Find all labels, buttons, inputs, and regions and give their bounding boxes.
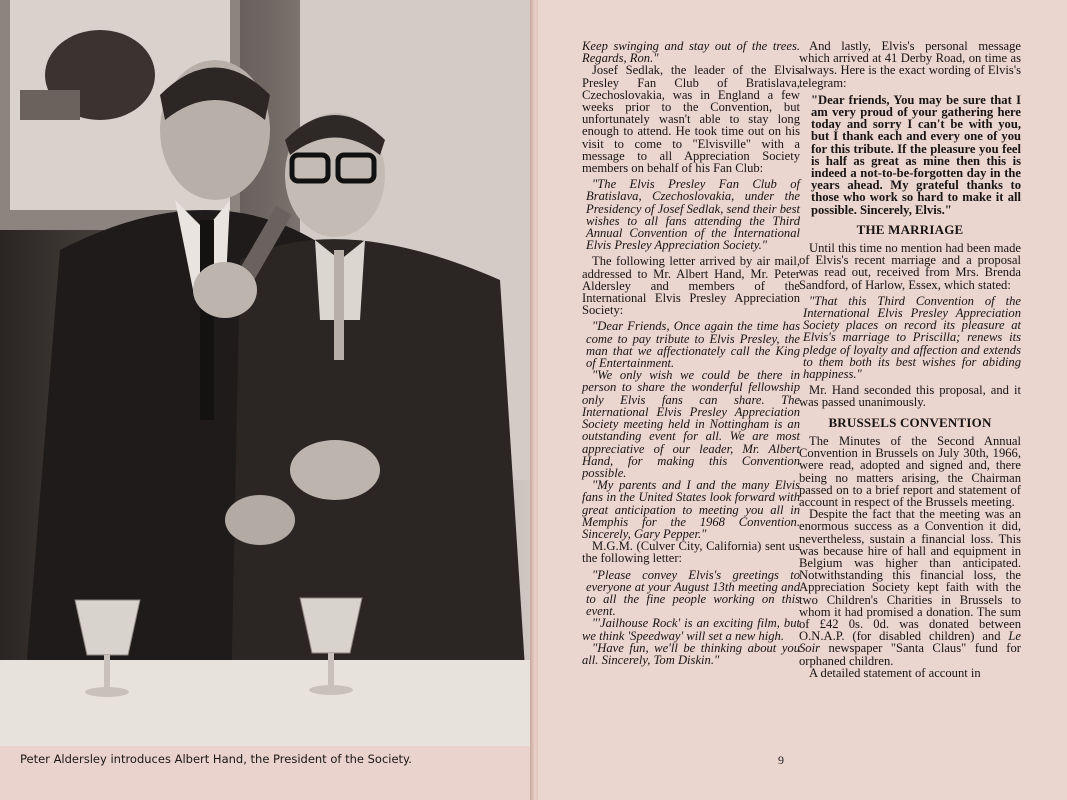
text-run: Despite the fact that the meeting was an enormous success as a Convention it did, nevertheless, sustain a financial loss. This was because hire of hall and equipment in Belgium was higher than anticipated. Notwithstanding this financial loss, the Appreciation Society kept faith with the two Children's Charities in Brussels to whom it had promised a donation. The sum of £42 0s. 0d. was donated between O.N.A.P. (for disabled children) and [799,507,1021,644]
text-column-1 [582,40,800,666]
photo-illustration [0,0,532,746]
telegram-quote: "Dear friends, You may be sure that I am very proud of your gathering here today and sorry I can't be with you, but I thank each and every one of you for this tribute. If the pleasure you feel is half as great as mine then this is indeed a not-to-be-forgotten day in the years ahead. My grateful thanks to those who work so hard to make it all possible. Sincerely, Elvis." [811,92,1021,217]
paragraph [799,508,1021,667]
text-run: newspaper "Santa Claus" fund for orphaned children. [799,641,1021,668]
paragraph: And lastly, Elvis's personal message which arrived at 41 Derby Road, on time as always. Here is the exact wording of Elvis's telegram: [799,39,1021,90]
text-column-2 [799,40,1021,679]
quote-paragraph: "That this Third Convention of the International Elvis Presley Appreciation Society places on record its pleasure at Elvis's marriage to Priscilla; renews its pledge of loyalty and affection and extends to them both its best wishes for abiding happiness." [803,293,1021,382]
page-number: 9 [778,753,784,767]
right-page [538,0,1067,800]
photograph [0,0,532,746]
quote-paragraph: "My parents and I and the many Elvis fans in the United States look forward with great anticipation to meeting you all in Memphis for the 1968 Convention. Sincerely, Gary Pepper." [582,478,800,541]
paragraph: Josef Sedlak, the leader of the Elvis Presley Fan Club of Bratislava, Czechoslovakia, was in England a few weeks prior to the Convention, but unfortunately wasn't able to stay long enough to attend. He took time out on his visit to come to "Elvisville" with a message to all Appreciation Society members on behalf of his Fan Club: [582,63,800,176]
newspaper-name: Le Soir [799,629,1021,656]
page-gutter [530,0,538,800]
section-heading-brussels: BRUSSELS CONVENTION [828,414,992,430]
quote-paragraph: "Dear Friends, Once again the time has come to pay tribute to Elvis Presley, the man that we affectionately call the King of Entertainment. [586,319,800,371]
quote-paragraph: "Have fun, we'll be thinking about you all. Sincerely, Tom Diskin." [582,640,800,667]
quote-paragraph: "Please convey Elvis's greetings to everyone at your August 13th meeting and to all the fine people working on this event. [586,567,800,619]
quote-paragraph: "'Jailhouse Rock' is an exciting film, but we think 'Speedway' will set a new high. [582,616,800,643]
paragraph: M.G.M. (Culver City, California) sent us the following letter: [582,539,800,566]
paragraph: The following letter arrived by air mail, addressed to Mr. Albert Hand, Mr. Peter Aldersley and members of the International Elvis Presley Appreciation Society: [582,254,800,318]
paragraph: The Minutes of the Second Annual Convention in Brussels on July 30th, 1966, were read, adopted and signed and, there being no matters arising, the Chairman passed on to a brief report and statement of account in respect of the Brussels meeting. [799,433,1021,509]
paragraph: Mr. Hand seconded this proposal, and it was passed unanimously. [799,383,1021,410]
left-page [0,0,533,800]
paragraph: A detailed statement of account in [809,665,981,680]
paragraph: Until this time no mention had been made of Elvis's recent marriage and a proposal was read out, received from Mrs. Brenda Sandford, of Harlow, Essex, which stated: [799,241,1021,292]
quote-paragraph: "The Elvis Presley Fan Club of Bratislava, Czechoslovakia, under the Presidency of Josef Sedlak, send their best wishes to all fans attending the Third Annual Convention of the International Elvis Presley Appreciation Society." [586,177,800,253]
section-heading-marriage: THE MARRIAGE [856,221,964,237]
paragraph: Keep swinging and stay out of the trees. Regards, Ron." [582,39,800,66]
quote-paragraph: "We only wish we could be there in person to share the wonderful fellowship only Elvis fans can share. The International Elvis Presley Appreciation Society meeting held in Nottingham is an outstanding event for all. We are most appreciative of our leader, Mr. Albert Hand, for making this Convention possible. [582,368,800,480]
photo-caption: Peter Aldersley introduces Albert Hand, the President of the Society. [20,752,412,766]
